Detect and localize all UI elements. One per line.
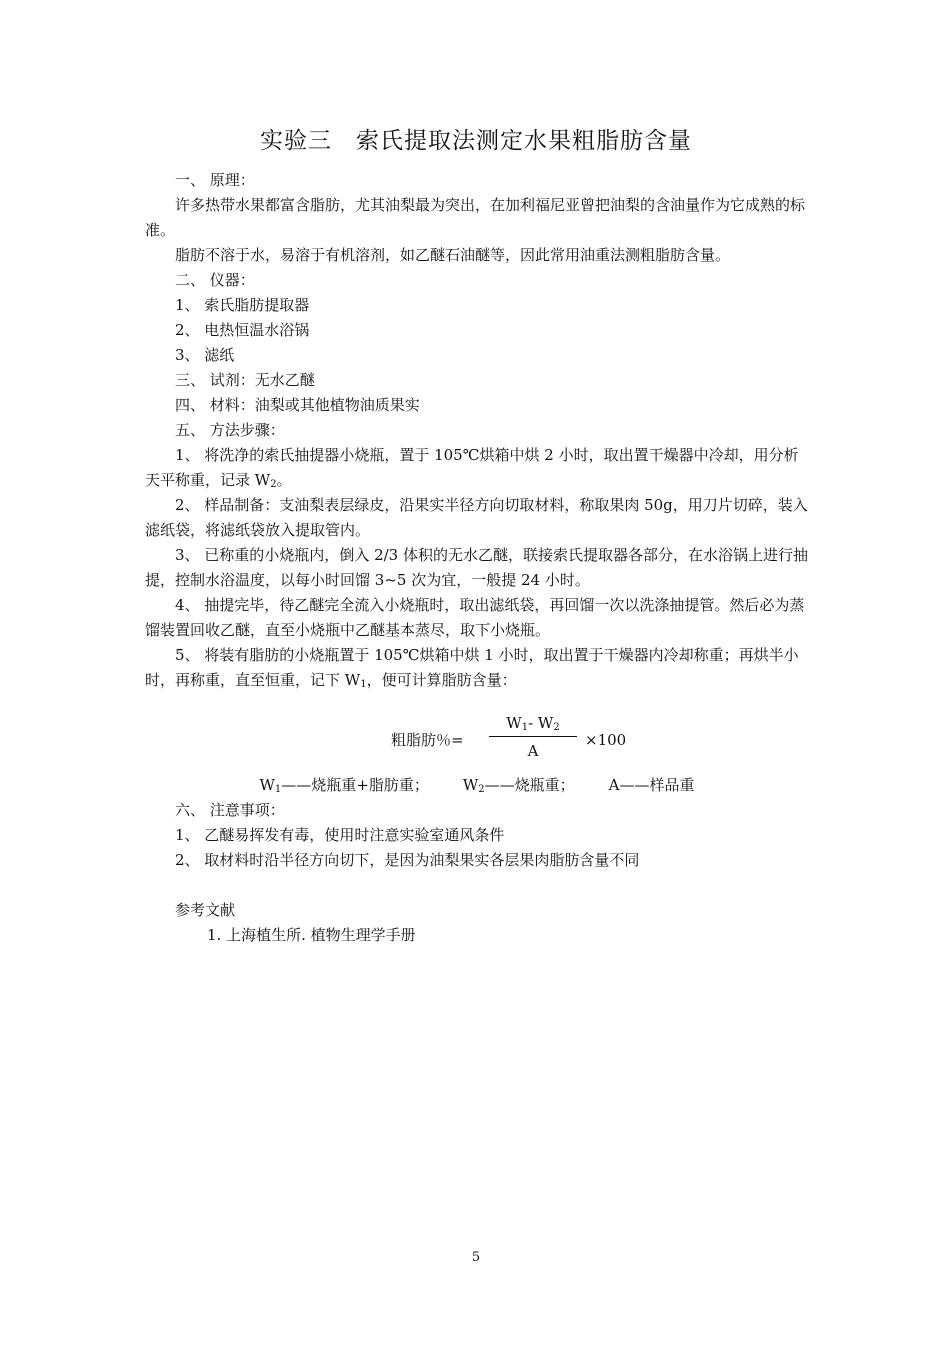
method-step-3: 3、 已称重的小烧瓶内，倒入 2/3 体积的无水乙醚，联接索氏提取器各部分，在水浴锅上进行抽提，控制水浴温度，以每小时回馏 3~5 次为宜，一般提 24 小时。 xyxy=(145,546,808,589)
legend-a: A——样品重 xyxy=(608,776,695,794)
formula-denominator: A xyxy=(527,742,539,760)
formula-multiplier: ×100 xyxy=(585,731,627,749)
reference-item-1: 1. 上海植生所. 植物生理学手册 xyxy=(207,926,416,944)
section-heading-instruments: 二、 仪器： xyxy=(175,271,255,289)
paragraph-principle-2: 脂肪不溶于水，易溶于有机溶剂，如乙醚石油醚等，因此常用油重法测粗脂肪含量。 xyxy=(175,246,731,264)
fat-content-formula xyxy=(145,711,809,769)
method-step-5: 5、 将装有脂肪的小烧瓶置于 105℃烘箱中烘 1 小时，取出置于干燥器内冷却称重；再烘半小时，再称重，直至恒重，记下 $W_1$，便可计算脂肪含量： xyxy=(145,646,799,690)
formula-legend xyxy=(145,773,809,798)
formula-label: 粗脂肪％= xyxy=(391,731,464,749)
formula-numerator: $W_1-$ $W_2$ xyxy=(506,714,560,733)
section-heading-notes: 六、 注意事项： xyxy=(175,801,285,819)
legend-w1: $W_1——$烧瓶重+脂肪重； xyxy=(259,776,429,795)
section-heading-principle: 一、 原理： xyxy=(175,171,255,189)
section-heading-materials: 四、 材料：油梨或其他植物油质果实 xyxy=(175,396,420,414)
method-step-1: 1、 将洗净的索氏抽提器小烧瓶，置于 105℃烘箱中烘 2 小时，取出置干燥器中冷却，用分析天平称重，记录 $W_2$。 xyxy=(145,446,799,490)
references-heading: 参考文献 xyxy=(175,901,236,919)
list-item-instrument-2: 2、 电热恒温水浴锅 xyxy=(175,321,310,339)
list-item-note-2: 2、 取材料时沿半径方向切下，是因为油梨果实各层果肉脂肪含量不同 xyxy=(175,851,640,869)
page-number: 5 xyxy=(471,1250,481,1265)
formula-fraction xyxy=(489,711,577,763)
fraction-bar xyxy=(489,736,577,737)
method-step-2: 2、 样品制备：支油梨表层绿皮，沿果实半径方向切取材料，称取果肉 50g，用刀片切碎，装入滤纸袋，将滤纸袋放入提取管内。 xyxy=(145,496,808,539)
document-title: 实验三 索氏提取法测定水果粗脂肪含量 xyxy=(260,128,692,154)
method-step-4: 4、 抽提完毕，待乙醚完全流入小烧瓶时，取出滤纸袋，再回馏一次以洗涤抽提管。然后必为蒸馏装置回收乙醚，直至小烧瓶中乙醚基本蒸尽，取下小烧瓶。 xyxy=(145,596,805,639)
legend-w2: $W_2——$烧瓶重； xyxy=(462,776,575,795)
paragraph-principle-1: 许多热带水果都富含脂肪，尤其油梨最为突出，在加利福尼亚曾把油梨的含油量作为它成熟的标准。 xyxy=(145,196,806,239)
list-item-instrument-1: 1、 索氏脂肪提取器 xyxy=(175,296,310,314)
document-body xyxy=(145,168,809,948)
list-item-instrument-3: 3、 滤纸 xyxy=(175,346,235,364)
list-item-note-1: 1、 乙醚易挥发有毒，使用时注意实验室通风条件 xyxy=(175,826,505,844)
section-heading-reagents: 三、 试剂：无水乙醚 xyxy=(175,371,315,389)
section-heading-method: 五、 方法步骤： xyxy=(175,421,285,439)
